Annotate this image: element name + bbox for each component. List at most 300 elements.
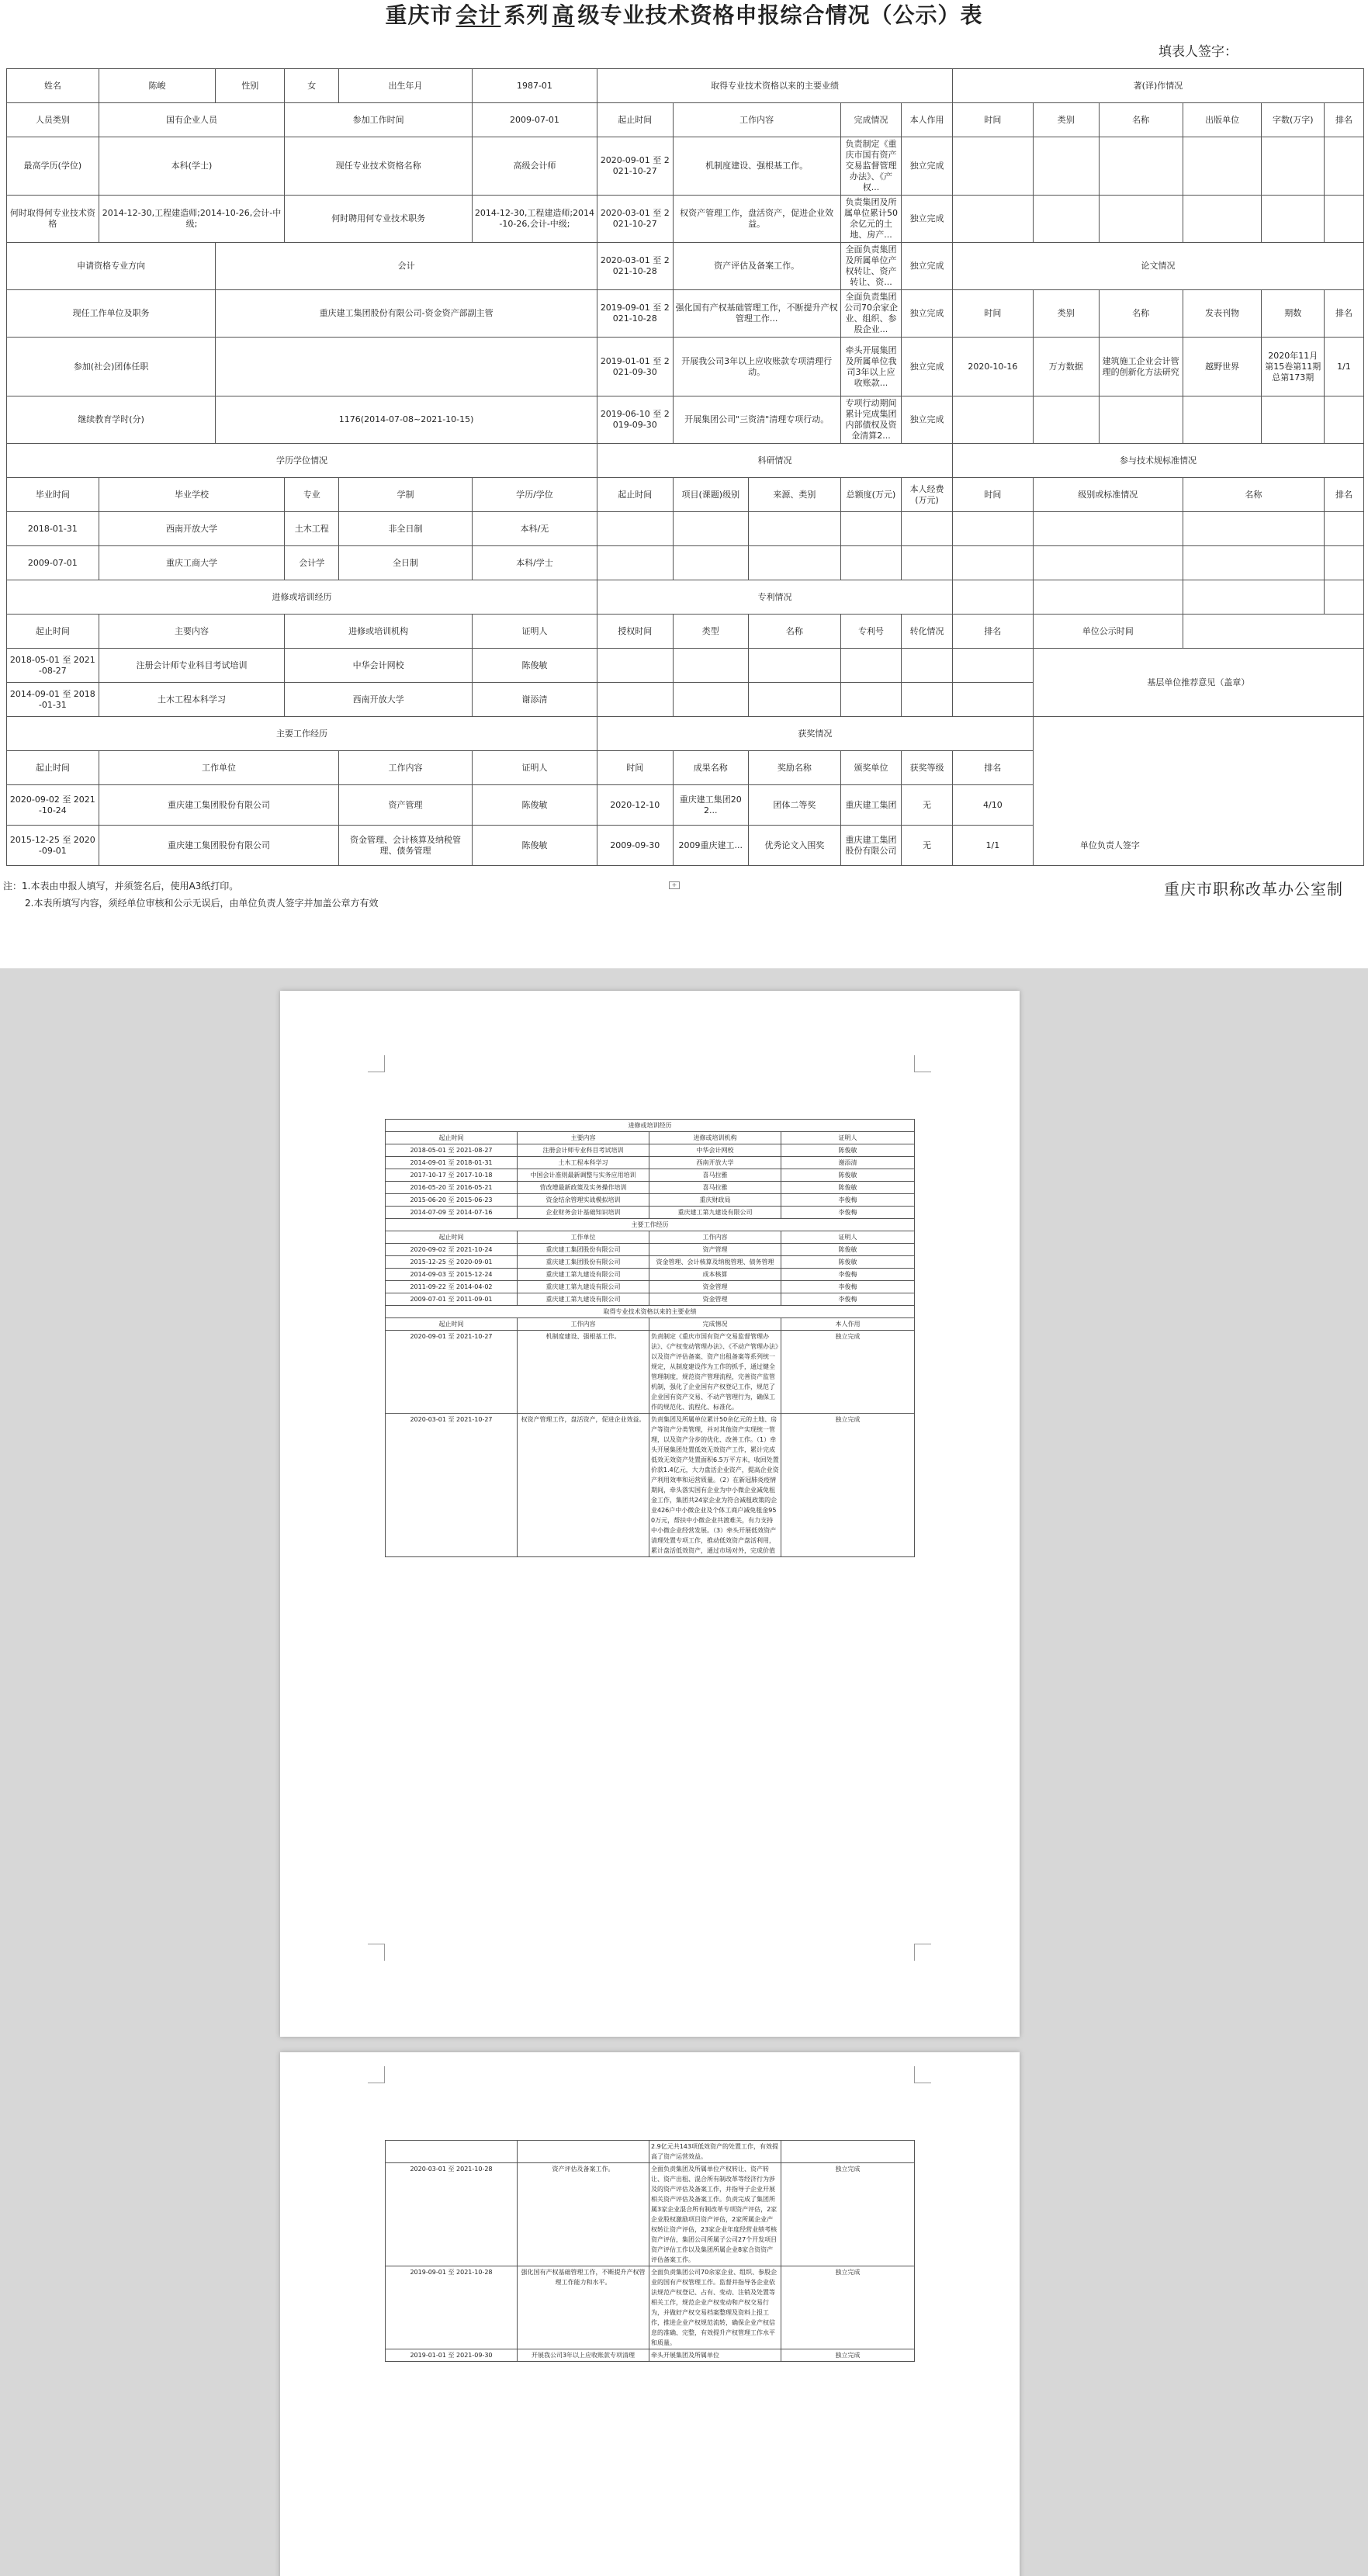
table-cell: 全面负责集团及所属单位产权转让、资产转让、资产出租、混合所有制改革等经济行为涉及的资产评估及备案工作，并指导子企业开展相关资产评估及备案工作。负责完成了集团所属3家企业混合所有制改革专项资产评估，2家企业股权激励项目资产评估，2家所属企业产权转让资产评估，23家企业年度经营业绩考核资产评估，集团公司所属子公司27个开发项目资产评估工作以及集团所属企业8家合资资产评估备案工作。 [649,2163,781,2266]
table-cell: 2020-03-01 至 2021-10-27 [386,1414,518,1557]
research-cell [840,512,901,546]
patent-cell [597,683,674,717]
ach-1-role: 独立完成 [902,137,953,196]
col-start-end: 起止时间 [597,103,674,137]
header-work-history: 主要工作经历 [7,717,597,751]
col-train-inst: 进修或培训机构 [285,615,473,649]
table-cell: 资金管理 [649,1281,781,1293]
col-transfer: 转化情况 [902,615,953,649]
ach-6-content: 开展集团公司"三资清"清理专项行动。 [673,396,840,444]
research-cell [597,512,674,546]
table-cell: 李俊梅 [781,1293,915,1306]
margin-corner-mark [914,2066,931,2083]
table-cell: 独立完成 [781,1331,915,1414]
title-suffix: 级专业技术资格申报综合情况（公示）表 [577,2,983,28]
ach-4-period: 2019-09-01 至 2021-10-28 [597,290,674,338]
std-cell [1033,512,1183,546]
table-row [386,1281,915,1293]
value-title-appointed: 2014-12-30,工程建造师;2014-10-26,会计-中级; [472,196,597,243]
train-2-inst: 西南开放大学 [285,683,473,717]
column-header-row [386,1318,915,1331]
col-work-witness: 证明人 [472,751,597,785]
col-paper-type: 类别 [1033,290,1099,338]
table-cell: 中国会计准则最新调整与实务应用培训 [518,1169,649,1182]
table-row [386,1331,915,1414]
margin-corner-mark [368,2066,385,2083]
value-degree: 本科(学士) [99,137,285,196]
col-patent-name: 名称 [749,615,841,649]
paper-cell [1262,396,1325,444]
value-current-title: 高级会计师 [472,137,597,196]
col-amount: 总额度(万元) [840,478,901,512]
col-works-type: 类别 [1033,103,1099,137]
ach-4-content: 强化国有产权基础管理工作，不断提升产权管理工作... [673,290,840,338]
label-title-appointed: 何时聘用何专业技术职务 [285,196,473,243]
works-cell [1099,137,1183,196]
edu-2-time: 2009-07-01 [7,546,99,580]
work-2-content: 资金管理、会计核算及纳税管理、债务管理 [339,826,473,866]
work-2-witness: 陈俊敏 [472,826,597,866]
column-header: 起止时间 [386,1318,518,1331]
std-cell [1183,546,1324,580]
train-1-witness: 陈俊敏 [472,649,597,683]
patent-cell [749,649,841,683]
main-form-table [6,68,1364,866]
issuing-office: 重庆市职称改革办公室制 [1164,880,1343,898]
value-title-obtained: 2014-12-30,工程建造师;2014-10-26,会计-中级; [99,196,285,243]
value-name: 陈峻 [99,69,216,103]
std-cell [1325,546,1364,580]
col-patent-type: 类型 [673,615,749,649]
column-header: 证明人 [781,1132,915,1144]
table-cell: 2015-12-25 至 2020-09-01 [386,1256,518,1269]
col-degree: 学历/学位 [472,478,597,512]
section-training: 进修或培训经历 [386,1120,915,1132]
table-cell: 李俊梅 [781,1269,915,1281]
std-cell [952,546,1033,580]
table-row [386,1207,915,1219]
column-header: 起止时间 [386,1132,518,1144]
works-cell [952,137,1033,196]
works-cell [1325,137,1364,196]
award-2-rank: 1/1 [952,826,1033,866]
research-cell [673,512,749,546]
column-header: 工作单位 [518,1231,649,1244]
document-page-3 [280,2052,1020,2576]
ach-2-content: 权资产管理工作，盘活资产，促进企业效益。 [673,196,840,243]
edu-1-school: 西南开放大学 [99,512,285,546]
table-cell: 陈俊敏 [781,1169,915,1182]
table-cell: 独立完成 [781,2163,915,2266]
col-job-content: 工作内容 [339,751,473,785]
table-cell: 资产评估及备案工作。 [518,2163,649,2266]
column-header: 工作内容 [518,1318,649,1331]
award-2-level: 无 [902,826,953,866]
table-row [386,1269,915,1281]
column-header: 工作内容 [649,1231,781,1244]
table-cell: 重庆建工第九建设有限公司 [518,1269,649,1281]
works-cell [1099,196,1183,243]
award-2-org: 重庆建工集团股份有限公司 [840,826,901,866]
column-header: 本人作用 [781,1318,915,1331]
col-grant-time: 授权时间 [597,615,674,649]
table-row [386,2266,915,2349]
research-cell [749,512,841,546]
award-1-result: 重庆建工集团202... [673,785,749,826]
paper-cell [1033,396,1099,444]
col-works-publisher: 出版单位 [1183,103,1262,137]
paper-time: 2020-10-16 [952,338,1033,396]
edu-1-time: 2018-01-31 [7,512,99,546]
table-cell: 2018-05-01 至 2021-08-27 [386,1144,518,1157]
margin-corner-mark [914,1944,931,1961]
research-cell [749,546,841,580]
label-major-category: 申请资格专业方向 [7,243,216,290]
col-paper-time: 时间 [952,290,1033,338]
table-row [386,1414,915,1557]
paper-journal: 越野世界 [1183,338,1262,396]
edu-2-school: 重庆工商大学 [99,546,285,580]
label-cont-edu: 继续教育学时(分) [7,396,216,444]
table-cell: 强化国有产权基础管理工作，不断提升产权管理工作能力和水平。 [518,2266,649,2349]
ach-5-content: 开展我公司3年以上应收账款专项清理行动。 [673,338,840,396]
work-1-witness: 陈俊敏 [472,785,597,826]
label-birth: 出生年月 [339,69,473,103]
table-cell: 2009-07-01 至 2011-09-01 [386,1293,518,1306]
table-cell: 陈俊敏 [781,1244,915,1256]
table-cell: 2020-09-02 至 2021-10-24 [386,1244,518,1256]
table-row [386,2163,915,2266]
award-1-level: 无 [902,785,953,826]
col-award-rank: 排名 [952,751,1033,785]
paper-issue: 2020年11月第15卷第11期总第173期 [1262,338,1325,396]
table-cell: 负责集团及所属单位累计50余亿元的土地、房产等资产分类管理，并对其他资产实现统一管理，以及资产分步的优化、改善工作。（1）牵头开展集团处置低效无效资产工作，累计完成低效无效资产处置面积6.5万平方米，收回处置价款1.4亿元，大力盘活企业资产，提高企业资产利用效率和运营质量。（2）在新冠肺炎疫情期间，牵头落实国有企业为中小微企业减免租金工作，集团共24家企业为符合减租政策的企业426户中小微企业及个体工商户减免租金950万元，帮扶中小微企业共渡难关，有力支持中小微企业经营发展。（3）牵头开展低效资产清理处置专项工作，推动低效资产盘活利用，累计盘活低效资产，通过市场对外，完成价值 [649,1414,781,1557]
ach-2-role: 独立完成 [902,196,953,243]
col-own-amount: 本人经费(万元) [902,478,953,512]
page2-table [385,1119,915,1557]
col-paper-name: 名称 [1099,290,1183,338]
margin-corner-mark [914,1055,931,1072]
award-1-org: 重庆建工集团 [840,785,901,826]
header-works: 著(译)作情况 [952,69,1363,103]
table-cell: 西南开放大学 [649,1157,781,1169]
title-series-label: 系列 [504,2,549,28]
col-employer: 工作单位 [99,751,339,785]
col-works-rank: 排名 [1325,103,1364,137]
header-training: 进修或培训经历 [7,580,597,615]
col-grad-time: 毕业时间 [7,478,99,512]
title-city: 重庆市 [385,2,453,28]
header-education: 学历学位情况 [7,444,597,478]
label-gender: 性别 [216,69,285,103]
page3-table [385,2140,915,2362]
col-std-rank: 排名 [1325,478,1364,512]
table-cell: 陈俊敏 [781,1144,915,1157]
works-cell [1262,137,1325,196]
std-cell [952,512,1033,546]
ach-3-result: 全面负责集团及所属单位产权转让、资产转让、资... [840,243,901,290]
table-cell: 独立完成 [781,2349,915,2362]
application-form-sheet [0,0,1368,968]
section-work: 主要工作经历 [386,1219,915,1231]
table-cell: 重庆建工第九建设有限公司 [518,1293,649,1306]
ach-6-role: 独立完成 [902,396,953,444]
col-paper-journal: 发表刊物 [1183,290,1262,338]
column-header: 证明人 [781,1231,915,1244]
col-award-result: 成果名称 [673,751,749,785]
table-cell: 李俊梅 [781,1207,915,1219]
col-proj-level: 项目(课题)级别 [673,478,749,512]
col-std-level: 级别或标准情况 [1033,478,1183,512]
label-unit-publicity: 单位公示时间 [1033,615,1183,649]
edu-2-degree: 本科/学士 [472,546,597,580]
std-cell [1033,580,1183,615]
table-cell: 牵头开展集团及所属单位 [649,2349,781,2362]
works-cell [1033,196,1099,243]
recommend-box: 基层单位推荐意见（盖章） [1033,649,1363,717]
column-header-row [386,1132,915,1144]
train-1-content: 注册会计师专业科目考试培训 [99,649,285,683]
col-award-name: 奖励名称 [749,751,841,785]
signer-label: 填表人签字： [1158,44,1238,60]
table-cell: 开展我公司3年以上应收账款专项清理 [518,2349,649,2362]
table-cell: 2014-07-09 至 2014-07-16 [386,1207,518,1219]
value-part-time [216,338,597,396]
header-patents: 专利情况 [597,580,953,615]
value-major-category: 会计 [216,243,597,290]
std-cell [1325,580,1364,615]
table-cell: 重庆建工第九建设有限公司 [649,1207,781,1219]
title-level-field[interactable]: 高 [552,2,575,28]
patent-cell [952,649,1033,683]
table-cell: 2020-03-01 至 2021-10-28 [386,2163,518,2266]
col-train-content: 主要内容 [99,615,285,649]
award-2-name: 优秀论文入围奖 [749,826,841,866]
col-train-time: 起止时间 [7,615,99,649]
edu-1-schooling: 非全日制 [339,512,473,546]
research-cell [840,546,901,580]
value-category: 国有企业人员 [99,103,285,137]
margin-corner-mark [368,1055,385,1072]
col-std-time: 时间 [952,478,1033,512]
note-1: 注：1.本表由申报人填写，并须签名后，使用A3纸打印。 [3,881,239,892]
table-cell: 陈俊敏 [781,1256,915,1269]
header-papers: 论文情况 [952,243,1363,290]
paper-cell [1099,396,1183,444]
ach-5-result: 牵头开展集团及所属单位我司3年以上应收账款... [840,338,901,396]
std-cell [1183,580,1324,615]
column-header: 进修或培训机构 [649,1132,781,1144]
col-major: 专业 [285,478,339,512]
table-cell: 机制度建设、强根基工作。 [518,1331,649,1414]
patent-cell [673,649,749,683]
ach-1-content: 机制度建设、强根基工作。 [673,137,840,196]
std-cell [1325,512,1364,546]
col-std-name: 名称 [1183,478,1324,512]
label-title-obtained: 何时取得何专业技术资格 [7,196,99,243]
col-award-org: 颁奖单位 [840,751,901,785]
section-header-row [386,1219,915,1231]
label-current-title: 现任专业技术资格名称 [285,137,473,196]
form-notes [3,878,378,912]
table-cell: 重庆财政局 [649,1194,781,1207]
document-page-2 [280,991,1020,2037]
table-cell: 权资产管理工作，盘活资产，促进企业效益。 [518,1414,649,1557]
label-work-start: 参加工作时间 [285,103,473,137]
col-school: 毕业学校 [99,478,285,512]
edu-2-schooling: 全日制 [339,546,473,580]
table-row [386,1169,915,1182]
column-header-row [386,1231,915,1244]
award-2-time: 2009-09-30 [597,826,674,866]
col-research-time: 起止时间 [597,478,674,512]
std-cell [1033,546,1183,580]
table-cell: 2011-09-22 至 2014-04-02 [386,1281,518,1293]
col-work-content: 工作内容 [673,103,840,137]
patent-cell [840,649,901,683]
margin-corner-mark [368,1944,385,1961]
table-row [386,1144,915,1157]
patent-cell [902,649,953,683]
ach-4-result: 全面负责集团公司70余家企业、组织、参股企业... [840,290,901,338]
col-schooling: 学制 [339,478,473,512]
paper-name: 建筑施工企业会计管理的创新化方法研究 [1099,338,1183,396]
research-cell [673,546,749,580]
table-cell: 2015-06-20 至 2015-06-23 [386,1194,518,1207]
award-1-rank: 4/10 [952,785,1033,826]
table-cell: 全面负责集团公司70余家企业、组织、参股企业的国有产权管理工作。监督并指导各企业依法规范产权登记、占有、变动、注销及处置等相关工作，规范企业产权变动和产权交易行为，并做好产权交易档案整理及资料上报工作，推进企业产权规范流转，确保企业产权信息的准确、完整，有效提升产权管理工作水平和质量。 [649,2266,781,2349]
col-completion: 完成情况 [840,103,901,137]
works-cell [1183,137,1262,196]
paper-rank: 1/1 [1325,338,1364,396]
train-1-period: 2018-05-01 至 2021-08-27 [7,649,99,683]
ach-6-period: 2019-06-10 至 2019-09-30 [597,396,674,444]
value-unit-publicity[interactable] [1183,615,1363,649]
works-cell [952,196,1033,243]
ach-2-period: 2020-03-01 至 2021-10-27 [597,196,674,243]
table-cell: 重庆建工第九建设有限公司 [518,1281,649,1293]
work-1-period: 2020-09-02 至 2021-10-24 [7,785,99,826]
patent-cell [902,683,953,717]
table-row [386,1244,915,1256]
col-train-witness: 证明人 [472,615,597,649]
paper-type: 万方数据 [1033,338,1099,396]
value-gender: 女 [285,69,339,103]
edu-1-degree: 本科/无 [472,512,597,546]
table-row [386,1182,915,1194]
work-2-period: 2015-12-25 至 2020-09-01 [7,826,99,866]
works-cell [1262,196,1325,243]
award-1-time: 2020-12-10 [597,785,674,826]
works-cell [1033,137,1099,196]
column-header: 完成情况 [649,1318,781,1331]
col-award-level: 获奖等级 [902,751,953,785]
table-cell: 资金结余管理实战模拟培训 [518,1194,649,1207]
ach-3-period: 2020-03-01 至 2021-10-28 [597,243,674,290]
title-series-field[interactable]: 会计 [455,2,501,28]
header-awards: 获奖情况 [597,717,1034,751]
table-cell: 企业财务会计基础知识培训 [518,1207,649,1219]
form-title [0,0,1368,31]
table-cell: 土木工程本科学习 [518,1157,649,1169]
work-2-employer: 重庆建工集团股份有限公司 [99,826,339,866]
research-cell [902,512,953,546]
ach-2-result: 负责集团及所属单位累计50余亿元的土地、房产... [840,196,901,243]
col-paper-rank: 排名 [1325,290,1364,338]
ach-6-result: 专项行动期间累计完成集团内部债权及资金清算2... [840,396,901,444]
table-cell: 独立完成 [781,1414,915,1557]
table-cell: 谢添清 [781,1157,915,1169]
edu-2-major: 会计学 [285,546,339,580]
table-cell: 李俊梅 [781,1194,915,1207]
table-cell: 2019-01-01 至 2021-09-30 [386,2349,518,2362]
table-cell: 重庆建工集团股份有限公司 [518,1256,649,1269]
header-tech-standard: 参与技术规标准情况 [952,444,1363,478]
value-work-start: 2009-07-01 [472,103,597,137]
table-cell: 注册会计师专业科目考试培训 [518,1144,649,1157]
train-2-content: 土木工程本科学习 [99,683,285,717]
table-row [386,1293,915,1306]
award-2-result: 2009重庆建工... [673,826,749,866]
train-1-inst: 中华会计网校 [285,649,473,683]
col-patent-rank: 排名 [952,615,1033,649]
col-work-time: 起止时间 [7,751,99,785]
table-cell: 2014-09-03 至 2015-12-24 [386,1269,518,1281]
leader-sign-box: 单位负责人签字 [1033,717,1363,866]
table-cell: 营改增最新政策及实务操作培训 [518,1182,649,1194]
col-works-name: 名称 [1099,103,1183,137]
ach-3-role: 独立完成 [902,243,953,290]
table-cell [518,2141,649,2163]
table-cell: 成本核算 [649,1269,781,1281]
std-cell [1183,512,1324,546]
label-degree: 最高学历(学位) [7,137,99,196]
value-unit-position: 重庆建工集团股份有限公司-资金资产部副主管 [216,290,597,338]
table-cell: 陈俊敏 [781,1182,915,1194]
table-cell: 2016-05-20 至 2016-05-21 [386,1182,518,1194]
std-cell [952,580,1033,615]
table-cell: 李俊梅 [781,1281,915,1293]
ach-3-content: 资产评估及备案工作。 [673,243,840,290]
label-unit-position: 现任工作单位及职务 [7,290,216,338]
table-cell: 2020-09-01 至 2021-10-27 [386,1331,518,1414]
train-2-period: 2014-09-01 至 2018-01-31 [7,683,99,717]
edu-1-major: 土木工程 [285,512,339,546]
table-cell: 负责制定《重庆市国有资产交易监督管理办法》、《产权变动管理办法》、《不动产管理办法》以及资产评估备案、资产出租备案等系列统一规定，从制度建设作为工作的抓手，通过健全管理制度，规范资产管理流程，完善资产监管机制，强化了企业国有产权登记工作，规范了企业国有资产交易、不动产管理行为，确保工作的规范化、流程化、标准化。 [649,1331,781,1414]
table-resize-handle[interactable]: + [669,881,680,889]
ach-5-period: 2019-01-01 至 2021-09-30 [597,338,674,396]
label-name: 姓名 [7,69,99,103]
col-works-wordcount: 字数(万字) [1262,103,1325,137]
table-cell: 2014-09-01 至 2018-01-31 [386,1157,518,1169]
column-header: 主要内容 [518,1132,649,1144]
table-row [386,1256,915,1269]
col-source: 来源、类别 [749,478,841,512]
table-row [386,1194,915,1207]
table-cell: 中华会计网校 [649,1144,781,1157]
section-header-row [386,1120,915,1132]
paper-cell [952,396,1033,444]
column-header: 起止时间 [386,1231,518,1244]
works-cell [1325,196,1364,243]
col-role: 本人作用 [902,103,953,137]
patent-cell [749,683,841,717]
section-header-row [386,1306,915,1318]
label-category: 人员类别 [7,103,99,137]
patent-cell [673,683,749,717]
work-1-content: 资产管理 [339,785,473,826]
ach-1-result: 负责制定《重庆市国有资产交易监督管理办法》、《产权... [840,137,901,196]
